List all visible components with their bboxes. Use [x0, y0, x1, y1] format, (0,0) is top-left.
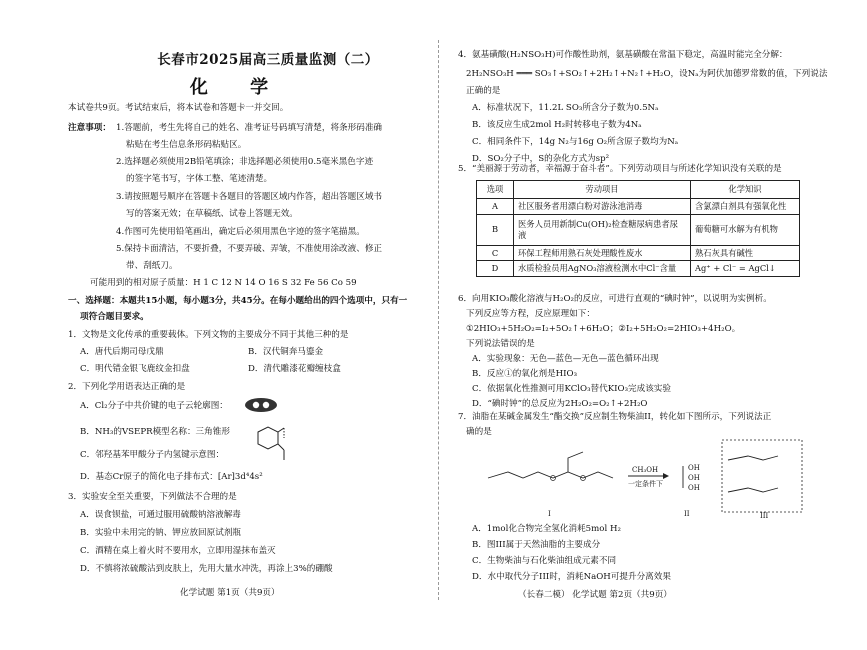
- compound-label-iii: III: [760, 512, 769, 520]
- notice-4: 4.作图可先使用铅笔画出，确定后必须用黑色字迹的签字笔描黑。: [116, 227, 365, 237]
- subject-title: 化 学: [189, 77, 287, 98]
- q3-option-c: C．酒精在桌上着火时不要用水，立即用湿抹布盖灭: [80, 546, 276, 556]
- q6-stem: 6．向用KIO₃酸化溶液与H₂O₂的反应，可进行直观的“碘时钟”，以说明为实例析。: [458, 294, 772, 304]
- section-heading: 一、选择题：本题共15小题，每小题3分，共45分。在每小题给出的四个选项中，只有一: [68, 296, 408, 306]
- q4-equation-b: 正确的是: [466, 86, 501, 96]
- table-cell: 环保工程师用熟石灰处理酸性废水: [514, 245, 691, 261]
- right-page: [458, 0, 838, 650]
- q2-option-d: D．基态Cr原子的简化电子排布式：[Ar]3d⁴4s²: [80, 472, 263, 482]
- table-cell: 葡萄糖可水解为有机物: [691, 214, 800, 245]
- notice-3: 3.请按照题号顺序在答题卡各题目的答题区域内作答，超出答题区域书: [116, 192, 383, 202]
- q6-stem-b: 下列反应等方程，反应原理如下：: [466, 309, 595, 319]
- q6-option-b: B．反应①的氧化剂是HIO₃: [472, 369, 578, 379]
- q3-stem: 3．实验安全至关重要，下列做法不合理的是: [68, 492, 237, 502]
- q6-option-d: D．“碘时钟”的总反应为2H₂O₂=O₂↑+2H₂O: [472, 399, 648, 409]
- table-cell: Ag⁺ + Cl⁻ = AgCl↓: [691, 261, 800, 277]
- q7-stem-b: 确的是: [466, 427, 492, 437]
- notice-3b: 写的答案无效；在草稿纸、试卷上答题无效。: [126, 209, 298, 219]
- table-row: [477, 261, 800, 277]
- q5-table: [476, 180, 800, 277]
- page-footer-left: 化学试题 第1页（共9页）: [180, 588, 280, 598]
- q4-option-c: C．相同条件下，14g N₂与16g O₂所含原子数均为Nₐ: [472, 137, 679, 147]
- table-row: [477, 214, 800, 245]
- oh-label: OH: [688, 484, 700, 492]
- left-page: [38, 0, 420, 650]
- q3-option-a: A．误食钡盐，可通过服用硫酸钠溶液解毒: [80, 510, 241, 520]
- notice-2b: 的签字笔书写，字体工整、笔迹清楚。: [126, 174, 273, 184]
- q4-equation: 2H₂NSO₃H ═══ SO₃↑+SO₂↑+2H₂↑+N₂↑+H₂O，设Nₐ为阿伏加德罗常数的值，下列说法: [466, 69, 828, 79]
- atomic-masses: 可能用到的相对原子质量：H 1 C 12 N 14 O 16 S 32 Fe 56 Co 59: [90, 278, 357, 288]
- q1-option-d: D．清代雕漆花瓣缠枝盒: [248, 364, 341, 374]
- table-row: [477, 245, 800, 261]
- q1-option-a: A．唐代后期司母戊鼎: [80, 347, 164, 357]
- table-row: [477, 199, 800, 215]
- oh-label: OH: [688, 464, 700, 472]
- table-header-row: [477, 181, 800, 199]
- q1-option-c: C．明代错金银飞鹿纹金扣盘: [80, 364, 190, 374]
- exam-title: 长春市2025届高三质量监测（二）: [157, 52, 379, 68]
- q7-option-c: C．生物柴油与石化柴油组成元素不同: [472, 556, 617, 566]
- q2-option-c: C．邻羟基苯甲酸分子内氢键示意图：: [80, 450, 225, 460]
- q2-option-b: B．NH₃的VSEPR模型名称：三角锥形: [80, 427, 230, 437]
- q2-stem: 2．下列化学用语表达正确的是: [68, 382, 186, 392]
- table-cell: 医务人员用新制Cu(OH)₂检查糖尿病患者尿液: [514, 214, 691, 245]
- q5-stem: 5．“美丽源于劳动者，幸福源于奋斗者”。下列劳动项目与所述化学知识没有关联的是: [458, 164, 782, 174]
- q4-option-b: B．该反应生成2mol H₂时转移电子数为4Nₐ: [472, 120, 642, 130]
- q7-stem: 7．油脂在某碱金属发生“酯交换”反应制生物柴油II，转化如下图所示，下列说法正: [458, 412, 772, 422]
- section-heading-b: 项符合题目要求。: [80, 312, 149, 322]
- notice-5b: 带、刮纸刀。: [126, 261, 178, 271]
- compound-label-i: I: [548, 510, 551, 518]
- q6-option-c: C．依据氧化性推测可用KClO₃替代KIO₃完成该实验: [472, 384, 671, 394]
- q7-option-b: B．图III属于天然油脂的主要成分: [472, 540, 601, 550]
- q4-stem: 4．氨基磺酸(H₂NSO₃H)可作酸性助剂，氨基磺酸在常温下稳定，高温时能完全分解：: [458, 50, 788, 60]
- q6-reactions: ①2HIO₃+5H₂O₂=I₂+5O₂↑+6H₂O；②I₂+5H₂O₂=2HIO₃+4H₂O。: [466, 324, 741, 334]
- table-cell: 社区服务者用漂白粉对游泳池消毒: [514, 199, 691, 215]
- q7-option-d: D．水中取代分子III时，消耗NaOH可提升分离效果: [472, 572, 671, 582]
- q4-option-d: D．SO₂分子中，S的杂化方式为sp²: [472, 154, 610, 164]
- q6-lead: 下列说法错误的是: [466, 339, 535, 349]
- page-divider: [438, 40, 439, 600]
- q1-stem: 1．文物是文化传承的重要载体。下列文物的主要成分不同于其他三种的是: [68, 330, 349, 340]
- q7-option-a: A．1mol化合物完全氢化消耗5mol H₂: [472, 524, 621, 534]
- q4-option-a: A．标准状况下，11.2L SO₃所含分子数为0.5Nₐ: [472, 103, 659, 113]
- notice-1: 1.答题前，考生先将自己的姓名、准考证号码填写清楚，将条形码准确: [116, 123, 383, 133]
- table-cell: B: [477, 214, 514, 245]
- table-header: 化学知识: [691, 181, 800, 199]
- page-footer-right: （长春二模） 化学试题 第2页（共9页）: [518, 590, 672, 600]
- table-cell: A: [477, 199, 514, 215]
- reagent-condition: 一定条件下: [628, 480, 663, 488]
- table-cell: C: [477, 245, 514, 261]
- reagent-methanol: CH₃OH: [632, 466, 659, 474]
- notice-label: 注意事项：: [68, 123, 111, 133]
- q1-option-b: B．汉代铜奔马鎏金: [248, 347, 324, 357]
- electron-cloud-figure: [243, 396, 279, 418]
- notice-2: 2.选择题必须使用2B铅笔填涂；非选择题必须使用0.5毫米黑色字迹: [116, 157, 374, 167]
- table-cell: D: [477, 261, 514, 277]
- q2-option-a: A．Cl₂分子中共价键的电子云轮廓图：: [80, 401, 228, 411]
- q3-option-d: D．不慎将浓硫酸沾到皮肤上，先用大量水冲洗，再涂上3%的硼酸: [80, 564, 333, 574]
- notice-5: 5.保持卡面清洁，不要折叠，不要弄破、弄皱，不准使用涂改液、修正: [116, 244, 383, 254]
- table-cell: 含氯漂白剂具有强氧化性: [691, 199, 800, 215]
- q6-option-a: A．实验现象：无色—蓝色—无色—蓝色循环出现: [472, 354, 659, 364]
- compound-label-ii: II: [684, 510, 690, 518]
- q3-option-b: B．实验中未用完的钠、钾应放回原试剂瓶: [80, 528, 242, 538]
- intro-line: 本试卷共9页。考试结束后，将本试卷和答题卡一并交回。: [68, 103, 289, 113]
- table-header: 选项: [477, 181, 514, 199]
- oh-label: OH: [688, 474, 700, 482]
- table-cell: 水质检验员用AgNO₃溶液检测水中Cl⁻含量: [514, 261, 691, 277]
- table-header: 劳动项目: [514, 181, 691, 199]
- table-cell: 熟石灰具有碱性: [691, 245, 800, 261]
- notice-1b: 粘贴在考生信息条形码粘贴区。: [126, 140, 247, 150]
- hydrogen-bond-figure: [248, 424, 288, 474]
